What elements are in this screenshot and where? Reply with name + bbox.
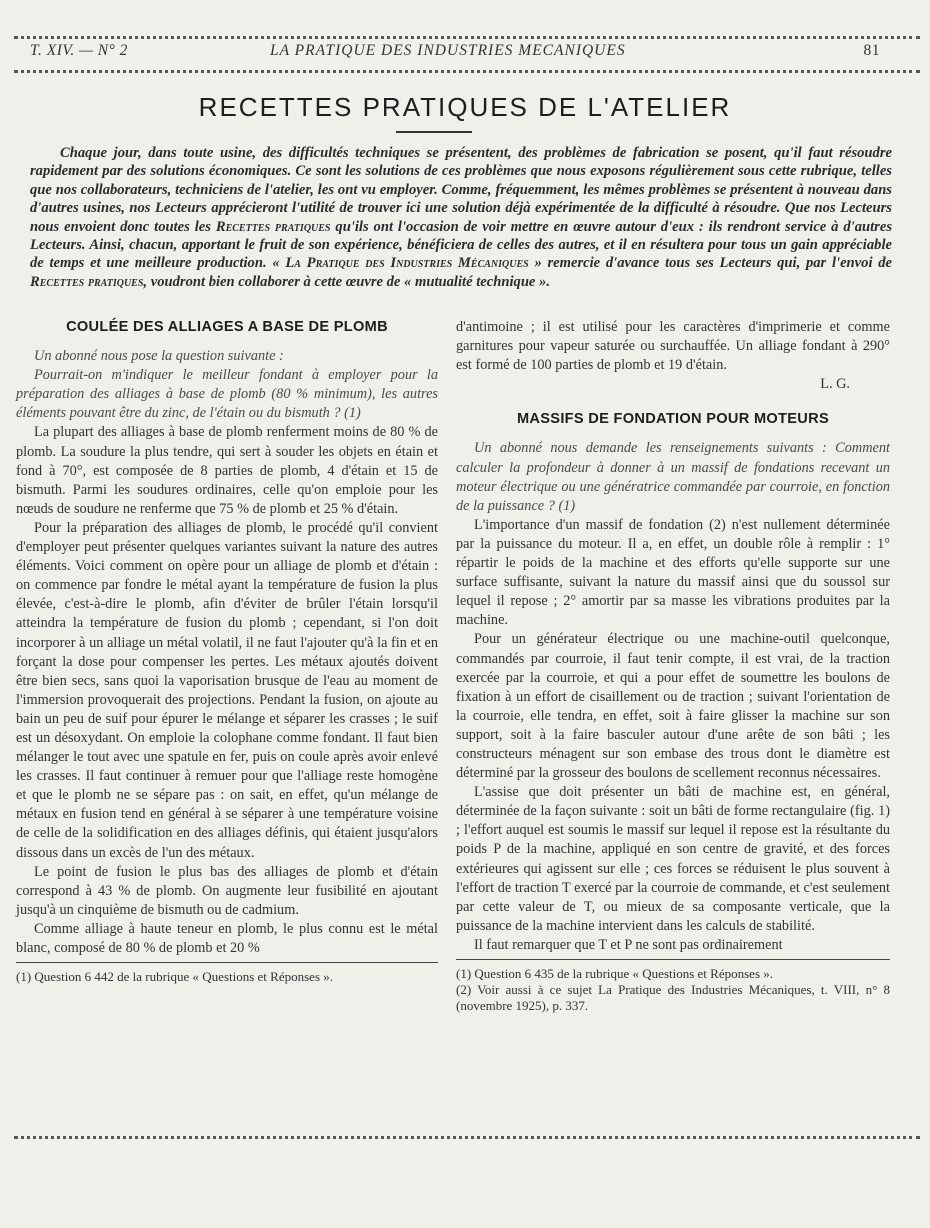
article-paragraph-continued: d'antimoine ; il est utilisé pour les caractères d'imprimerie et comme garnitures pour vapeur saturée ou surchauffée. Un alliage fondant à 290° est formé de 100 parties de plomb et 19 d'étain. (456, 319, 890, 374)
article-paragraph: Le point de fusion le plus bas des alliages de plomb et d'étain correspond à 43 % de plomb. On augmente leur fusibilité en ajoutant jusqu'à un cinquième de bismuth ou de cadmium. (16, 863, 438, 918)
article-paragraph: L'assise que doit présenter un bâti de machine est, en général, déterminée de la façon suivante : soit un bâti de forme rectangulaire (fig. 1) ; l'effort auquel est soumis le massif sur lequel il repose est la résultante du poids P de la machine, appliqué en son centre de gravité, et des forces extérieures qui agissent sur elle ; ces forces se réduisent le plus souvent à l'effort de traction T exercé par la courroie de commande, et c'est seulement par cette valeur de T, ou mieux de sa composante verticale, que la puissance de la machine intervient dans les calculs de stabilité. (456, 784, 890, 934)
article-paragraph: L'importance d'un massif de fondation (2) n'est nullement déterminée par la puissance du moteur. Il a, en effet, un double rôle à remplir : 1° répartir le poids de la machine et des efforts qu'elle supporte sur une surface suffisante, suivant la nature du massif ainsi que du soussol sur lequel il repose ; 2° amortir par sa masse les vibrations produites par la machine. (456, 516, 890, 629)
footnote: (2) Voir aussi à ce sujet La Pratique des Industries Mécaniques, t. VIII, n° 8 (novembre 1925), p. 337. (456, 982, 890, 1013)
article-paragraph: Comme alliage à haute teneur en plomb, le plus connu est le métal blanc, composé de 80 % de plomb et 20 % (16, 920, 438, 956)
article-paragraph: Pour un générateur électrique ou une machine-outil quelconque, commandés par courroie, il faut tenir compte, il est vrai, de la traction exercée par la courroie, et qui a pour effet de soumettre les boulons de fixation à un effort de cisaillement ou de traction ; suivant l'orientation de la courroie, elle tendra, en effet, soit à faire glisser la machine sur son support, soit à la faire basculer autour d'une arête de son bâti ; les constructeurs ménagent sur son embase des trous dont le diamètre est déterminé par la grosseur des boulons de scellement reconnus nécessaires. (456, 631, 890, 782)
intro-paragraph (30, 144, 892, 291)
left-column (16, 318, 438, 985)
right-column (456, 318, 890, 1014)
journal-title: LA PRATIQUE DES INDUSTRIES MECANIQUES (270, 42, 626, 59)
reader-question: Un abonné nous demande les renseignements suivants : Comment calculer la profondeur à donner à un massif de fondations recevant un moteur électrique ou une génératrice commandée par courroie, en fonction de la puissance ? (1) (456, 440, 890, 514)
intro-text-4: , voudront bien collaborer à cette œuvre de « mutualité technique ». (143, 273, 551, 290)
intro-text-3: » remercie d'avance tous ses Lecteurs qui, par l'envoi de (534, 255, 892, 272)
reader-question: Pourrait-on m'indiquer le meilleur fondant à employer pour la préparation des alliages à base de plomb (80 % minimum), les autres éléments pouvant être du zinc, de l'étain ou du bismuth ? (1) (16, 367, 438, 422)
title-underline (396, 131, 472, 133)
footnote: (1) Question 6 442 de la rubrique « Questions et Réponses ». (16, 969, 334, 985)
page-title: RECETTES PRATIQUES DE L'ATELIER (198, 92, 732, 122)
author-signature: L. G. (820, 376, 850, 393)
article-heading-foundations: MASSIFS DE FONDATION POUR MOTEURS (516, 411, 830, 428)
article-paragraph: La plupart des alliages à base de plomb renferment moins de 80 % de plomb. La soudure la plus tendre, qui sert à souder les objets en étain et fond à 70°, est composée de 8 parties de plomb, 4 d'étain et 15 de bismuth. Parmi les soudures ordinaires, celle qu'on emploie pour les nœuds de soudure ne renferme que 75 % de plomb et 25 % d'étain. (16, 424, 438, 517)
top-dotted-rule (14, 36, 920, 39)
intro-smallcaps-3: Recettes pratiques (30, 273, 144, 290)
footnote-block (456, 966, 890, 1014)
footnote-block (16, 969, 438, 985)
footnote-divider (456, 959, 890, 960)
article-paragraph: Il faut remarquer que T et P ne sont pas ordinairement (474, 936, 783, 953)
footnote: (1) Question 6 435 de la rubrique « Questions et Réponses ». (456, 966, 774, 981)
bottom-dotted-rule (14, 1136, 920, 1139)
volume-number: T. XIV. — N° 2 (30, 42, 128, 59)
footnote-divider (16, 962, 438, 963)
intro-smallcaps-1: Recettes pratiques (215, 218, 331, 235)
intro-smallcaps-2: La Pratique des Industries Mécaniques (285, 255, 529, 272)
intro-text-1: Chaque jour, dans toute usine, des difficultés techniques se présentent, des problèmes de fabrication se posent, qu'il faut résoudre rapidement par des solutions économiques. Ce sont les solutions de ces problèmes que nous exposons régulièrement sous cette rubrique, telles que nos collaborateurs, techniciens de l'atelier, les ont vu employer. Comme, fréquemment, les mêmes problèmes se présentent à nouveau dans d'autres usines, nos Lecteurs apprécieront l'utilité de trouver ici une solution déjà expérimentée de la difficulté à résoudre. Que nos Lecteurs nous envoient donc toutes les (30, 145, 892, 235)
reader-question-intro: Un abonné nous pose la question suivante : (34, 348, 284, 365)
article-paragraph: Pour la préparation des alliages de plomb, le procédé qu'il convient d'employer peut présenter quelques variantes suivant la nature des autres éléments. Voici comment on opère pour un alliage de plomb et d'étain : on commence par fondre le métal ayant la température de fusion la plus élevée, c'est-à-dire le plomb, afin d'éviter de brûler l'étain lorsqu'il atteindra la température de fusion du plomb ; cependant, si l'on doit incorporer à un alliage un métal volatil, il ne faut l'ajouter qu'à la fin et en forçant la dose pour compenser les pertes. Les métaux ajoutés doivent être bien secs, sans quoi la vaporisation brusque de l'eau au moment de l'immersion provoquerait des projections. Pendant la fusion, on ajoute au bain un peu de suif pour épurer le mélange et séparer les crasses ; le suif est un désoxydant. On emploie la colophane comme fondant. Il faut bien mélanger le tout avec une spatule en fer, puis on coule après avoir enlevé les crasses. Il faut continuer à remuer pour que l'alliage reste homogène et que le plomb ne se sépare pas : on sait, en effet, qu'un mélange de métaux en fusion tend en général à se séparer à une température voisine de celle de la solidification en des alliages définis, qui étaient jusqu'alors dissous dans un excès de l'un des métaux. (16, 519, 438, 861)
running-header (30, 42, 880, 64)
page-number: 81 (863, 42, 880, 59)
intro-text-2: qu'ils ont l'occasion de voir mettre en œuvre autour d'eux : ils rendront service à d'autres Lecteurs. Ainsi, chacun, apportant le fruit de son expérience, bénéficiera de celles des autres, et il en résultera pour tous un gain appréciable de temps et une meilleure production. « (30, 218, 893, 272)
article-heading-lead-alloys: COULÉE DES ALLIAGES A BASE DE PLOMB (66, 319, 388, 335)
header-dotted-rule (14, 70, 920, 73)
